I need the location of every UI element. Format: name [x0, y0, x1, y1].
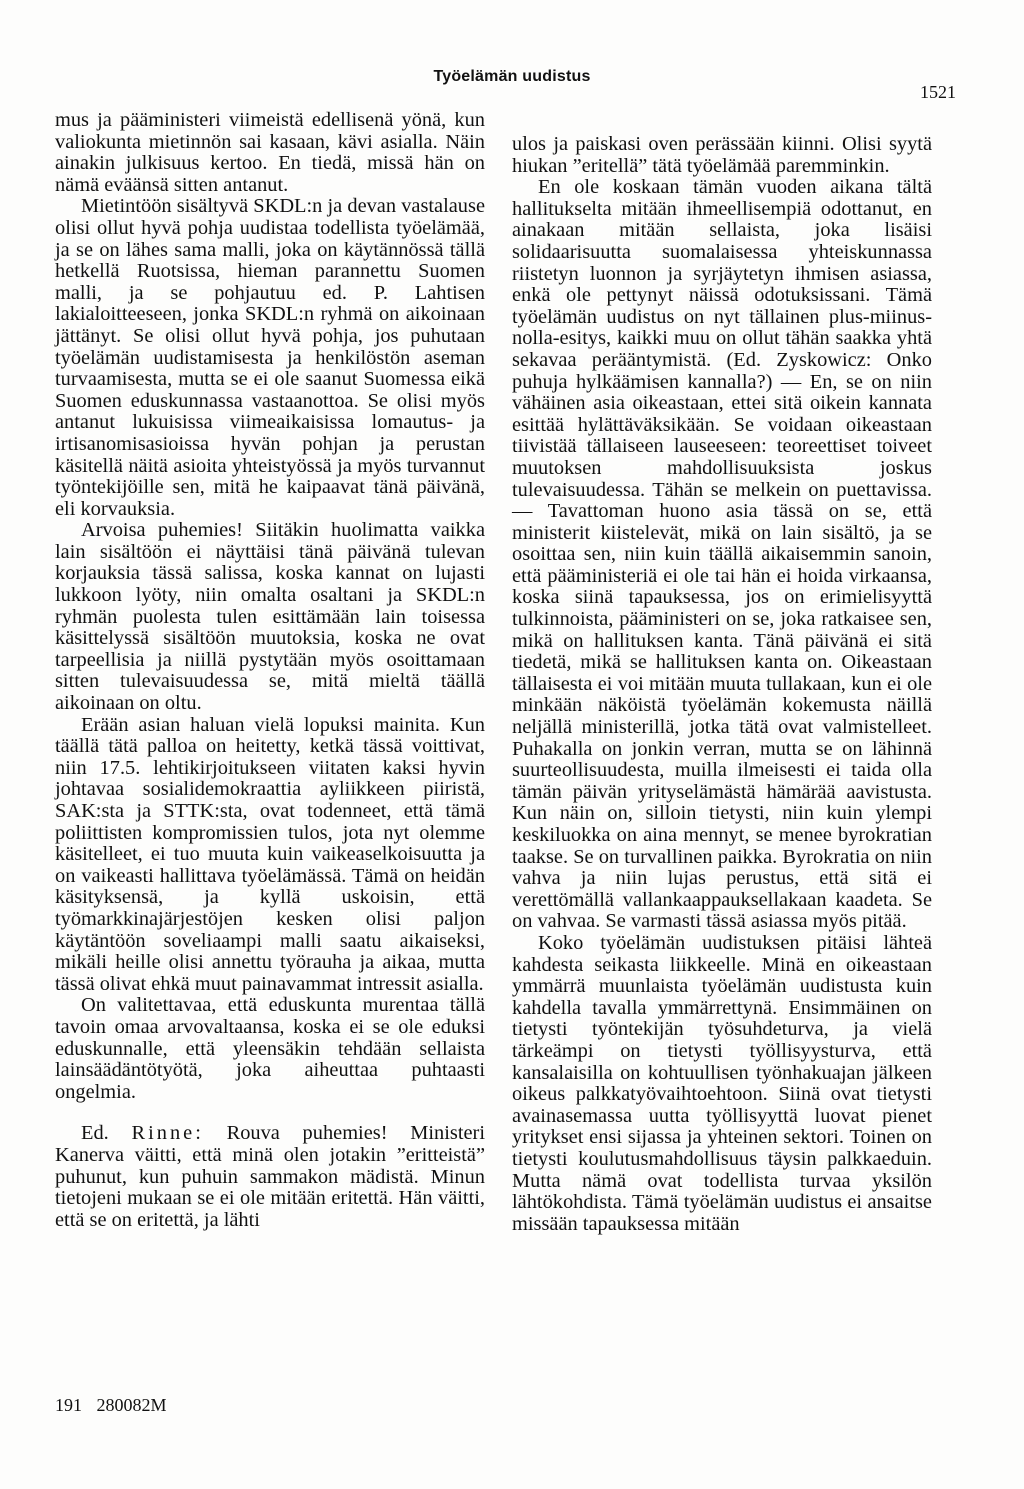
- speaker-name: Rinne:: [131, 1122, 204, 1145]
- page-number: 1521: [920, 82, 956, 102]
- sheet-number: 191: [55, 1395, 82, 1415]
- speech-text: Rouva puhemies! Ministeri Kanerva väitti, että minä olen jotakin ”eritteistä” puhunut, kun puhuin sammakon mädistä. Minun tietojeni mukaan se ei ole mitään eritettä. Hän väitti, että se on eritettä, ja lähti: [55, 1122, 485, 1231]
- speech-paragraph: [55, 1123, 485, 1231]
- paragraph: ulos ja paiskasi oven perässään kiinni. Olisi syytä hiukan ”eritellä” tätä työelämää paremminkin.: [512, 133, 932, 177]
- paragraph: Mietintöön sisältyvä SKDL:n ja devan vastalause olisi ollut hyvä pohja uudistaa todellista työelämää, ja se on lähes sama malli, joka on käytännössä tällä hetkellä Ruotsissa, hieman parannettu Suomen malli, ja se pohjautuu ed. P. Lahtisen lakialoitteeseen, jonka SKDL:n ryhmä on aikoinaan jättänyt. Se olisi ollut hyvä pohja, jos puhutaan työelämän uudistamisesta ja henkilöstön aseman turvaamisesta, mutta se ei ole saanut Suomessa eikä Suomen eduskunnassa vastaanottoa. Se olisi myös antanut lukuisissa viimeaikaisissa lomautus- ja irtisanomisasioissa hyvän pohjan ja perustan käsitellä näitä asioita yhteistyössä ja myös turvannut työntekijöille sen, mitä he kaipaavat tänä päivänä, eli korvauksia.: [55, 195, 485, 520]
- right-column: [512, 134, 932, 1235]
- paragraph: Koko työelämän uudistuksen pitäisi lähteä kahdesta seikasta liikkeelle. Minä en oikeastaan ymmärrä muunlaista työelämän uudistusta kuin kahdella tavalla ymmärrettynä. Ensimmäinen on tietysti työntekijän työsuhdeturva, ja vielä tärkeämpi on tietysti työllisyysturva, että kansalaisilla on kohtuullisen työnhakuajan jälkeen oikeus palkkatyövaihtoehtoon. Siinä ovat tietysti avainasemassa uutta työllisyyttä luovat pienet yritykset ensi sijassa ja yhteinen sektori. Toinen on tietysti koulutusmahdollisuus täysin palkkaeduin. Mutta nämä ovat todellista turvaa yksilön lähtökohdista. Tämä työelämän uudistus ei ansaitse missään tapauksessa mitään: [512, 931, 932, 1235]
- paragraph: mus ja pääministeri viimeistä edellisenä yönä, kun valiokunta mietinnön sai kasaan, kävi asialla. Näin ainakin julkisuus kertoo. En tiedä, missä hän on nämä eväänsä sitten antanut.: [55, 109, 485, 196]
- left-column: [55, 110, 485, 1231]
- print-code: 280082M: [96, 1395, 167, 1415]
- running-head-title: Työelämän uudistus: [433, 68, 591, 85]
- paragraph: Erään asian haluan vielä lopuksi mainita. Kun täällä tätä palloa on heitetty, ketkä tässä voittivat, niin 17.5. lehtikirjoitukseen viitaten kaksi hyvin johtavaa sosialidemokraattia ayliikkeen piiristä, SAK:sta ja STTK:sta, ovat todenneet, että tämä poliittisten kompromissien tulos, jota nyt olemme käsitelleet, ei tuo muuta kuin vaikeaselkoisuutta ja on vaikeasti hallittava työelämässä. Tämä on heidän käsityksensä, ja kyllä uskoisin, että työmarkkinajärjestöjen kesken olisi paljon käytäntöön soveliaampi malli saatu aikaiseksi, mikäli heille olisi annettu työrauha ja aikaa, mutta tässä olivat ehkä muut painavammat intressit asialla.: [55, 713, 485, 995]
- paragraph: On valitettavaa, että eduskunta murentaa tällä tavoin omaa arvovaltaansa, koska ei se ole eduksi eduskunnalle, että yleensäkin tehdään sellaista lainsäädäntötyötä, joka aiheuttaa puhtaasti ongelmia.: [55, 994, 485, 1103]
- paragraph: Arvoisa puhemies! Siitäkin huolimatta vaikka lain sisältöön ei näyttäisi tänä päivänä tulevan korjauksia tässä salissa, koska kannat on lujasti lukkoon lyöty, niin omalta osaltani ja SKDL:n ryhmän puolesta tulen esittämään lain toisessa käsittelyssä sisältöön muutoksia, koska ne ovat tarpeellisia ja niillä pystytään myös osoittamaan sitten tulevaisuudessa se, mitä mieltä täällä aikoinaan on oltu.: [55, 519, 485, 715]
- footer-print-info: [55, 1395, 177, 1416]
- paragraph: En ole koskaan tämän vuoden aikana tältä hallitukselta mitään ihmeellisempiä odottanut, en ainakaan mitään sellaista, joka lisäisi solidaarisuutta suomalaisessa yhteiskunnassa riistetyn luonnon ja syrjäytetyn ihmisen asiassa, enkä ole pettynyt näissä odotuksissani. Tämä työelämän uudistus on nyt tällainen plus-miinus-nolla-esitys, kaikki muu on ollut tähän saakka yhtä sekavaa perääntymistä. (Ed. Zyskowicz: Onko puhuja hylkäämisen kannalla?) — En, se on niin vähäinen asia oikeastaan, ettei sitä oikein kannata esittää hylättäväksikään. Se voidaan oikeastaan tiivistää tällaiseen lauseeseen: teoreettiset toiveet muutoksen mahdollisuuksista joskus tulevaisuudessa. Tähän se melkein on puettavissa. — Tavattoman huono asia tässä on se, että ministerit kiistelevät, mikä on lain sisältö, ja se osoittaa sen, niin kuin täällä aikaisemmin sanoin, että pääministeriä ei ole tai hän ei hoida virkaansa, koska siinä tapauksessa, jos on erimielisyyttä tulkinnoista, pääministeri on se, joka ratkaisee sen, mikä on hallituksen kanta. Tänä päivänä ei sitä tiedetä, mikä se hallituksen kanta on. Oikeastaan tällaisesta ei voi mitään muuta tullakaan, kun ei ole minkään näköistä työelämän kokemusta näillä neljällä ministerillä, jotka tätä ovat valmistelleet. Puhakalla on jonkin verran, mutta se on lähinnä suurteollisuudesta, muilla ilmeisesti ei taida olla tämän päivän yrityselämästä hämärää aavistusta. Kun näin on, silloin tietysti, niin kuin ylempi keskiluokka on aina mennyt, se menee byrokratian taakse. Se on turvallinen paikka. Byrokratia on niin vahva ja niin lujas perustus, että sitä ei verettömällä vallankaappauksellakaan kaadeta. Se on vahvaa. Se varmasti tässä asiassa myös pitää.: [512, 176, 932, 933]
- speaker-prefix: Ed.: [81, 1122, 109, 1145]
